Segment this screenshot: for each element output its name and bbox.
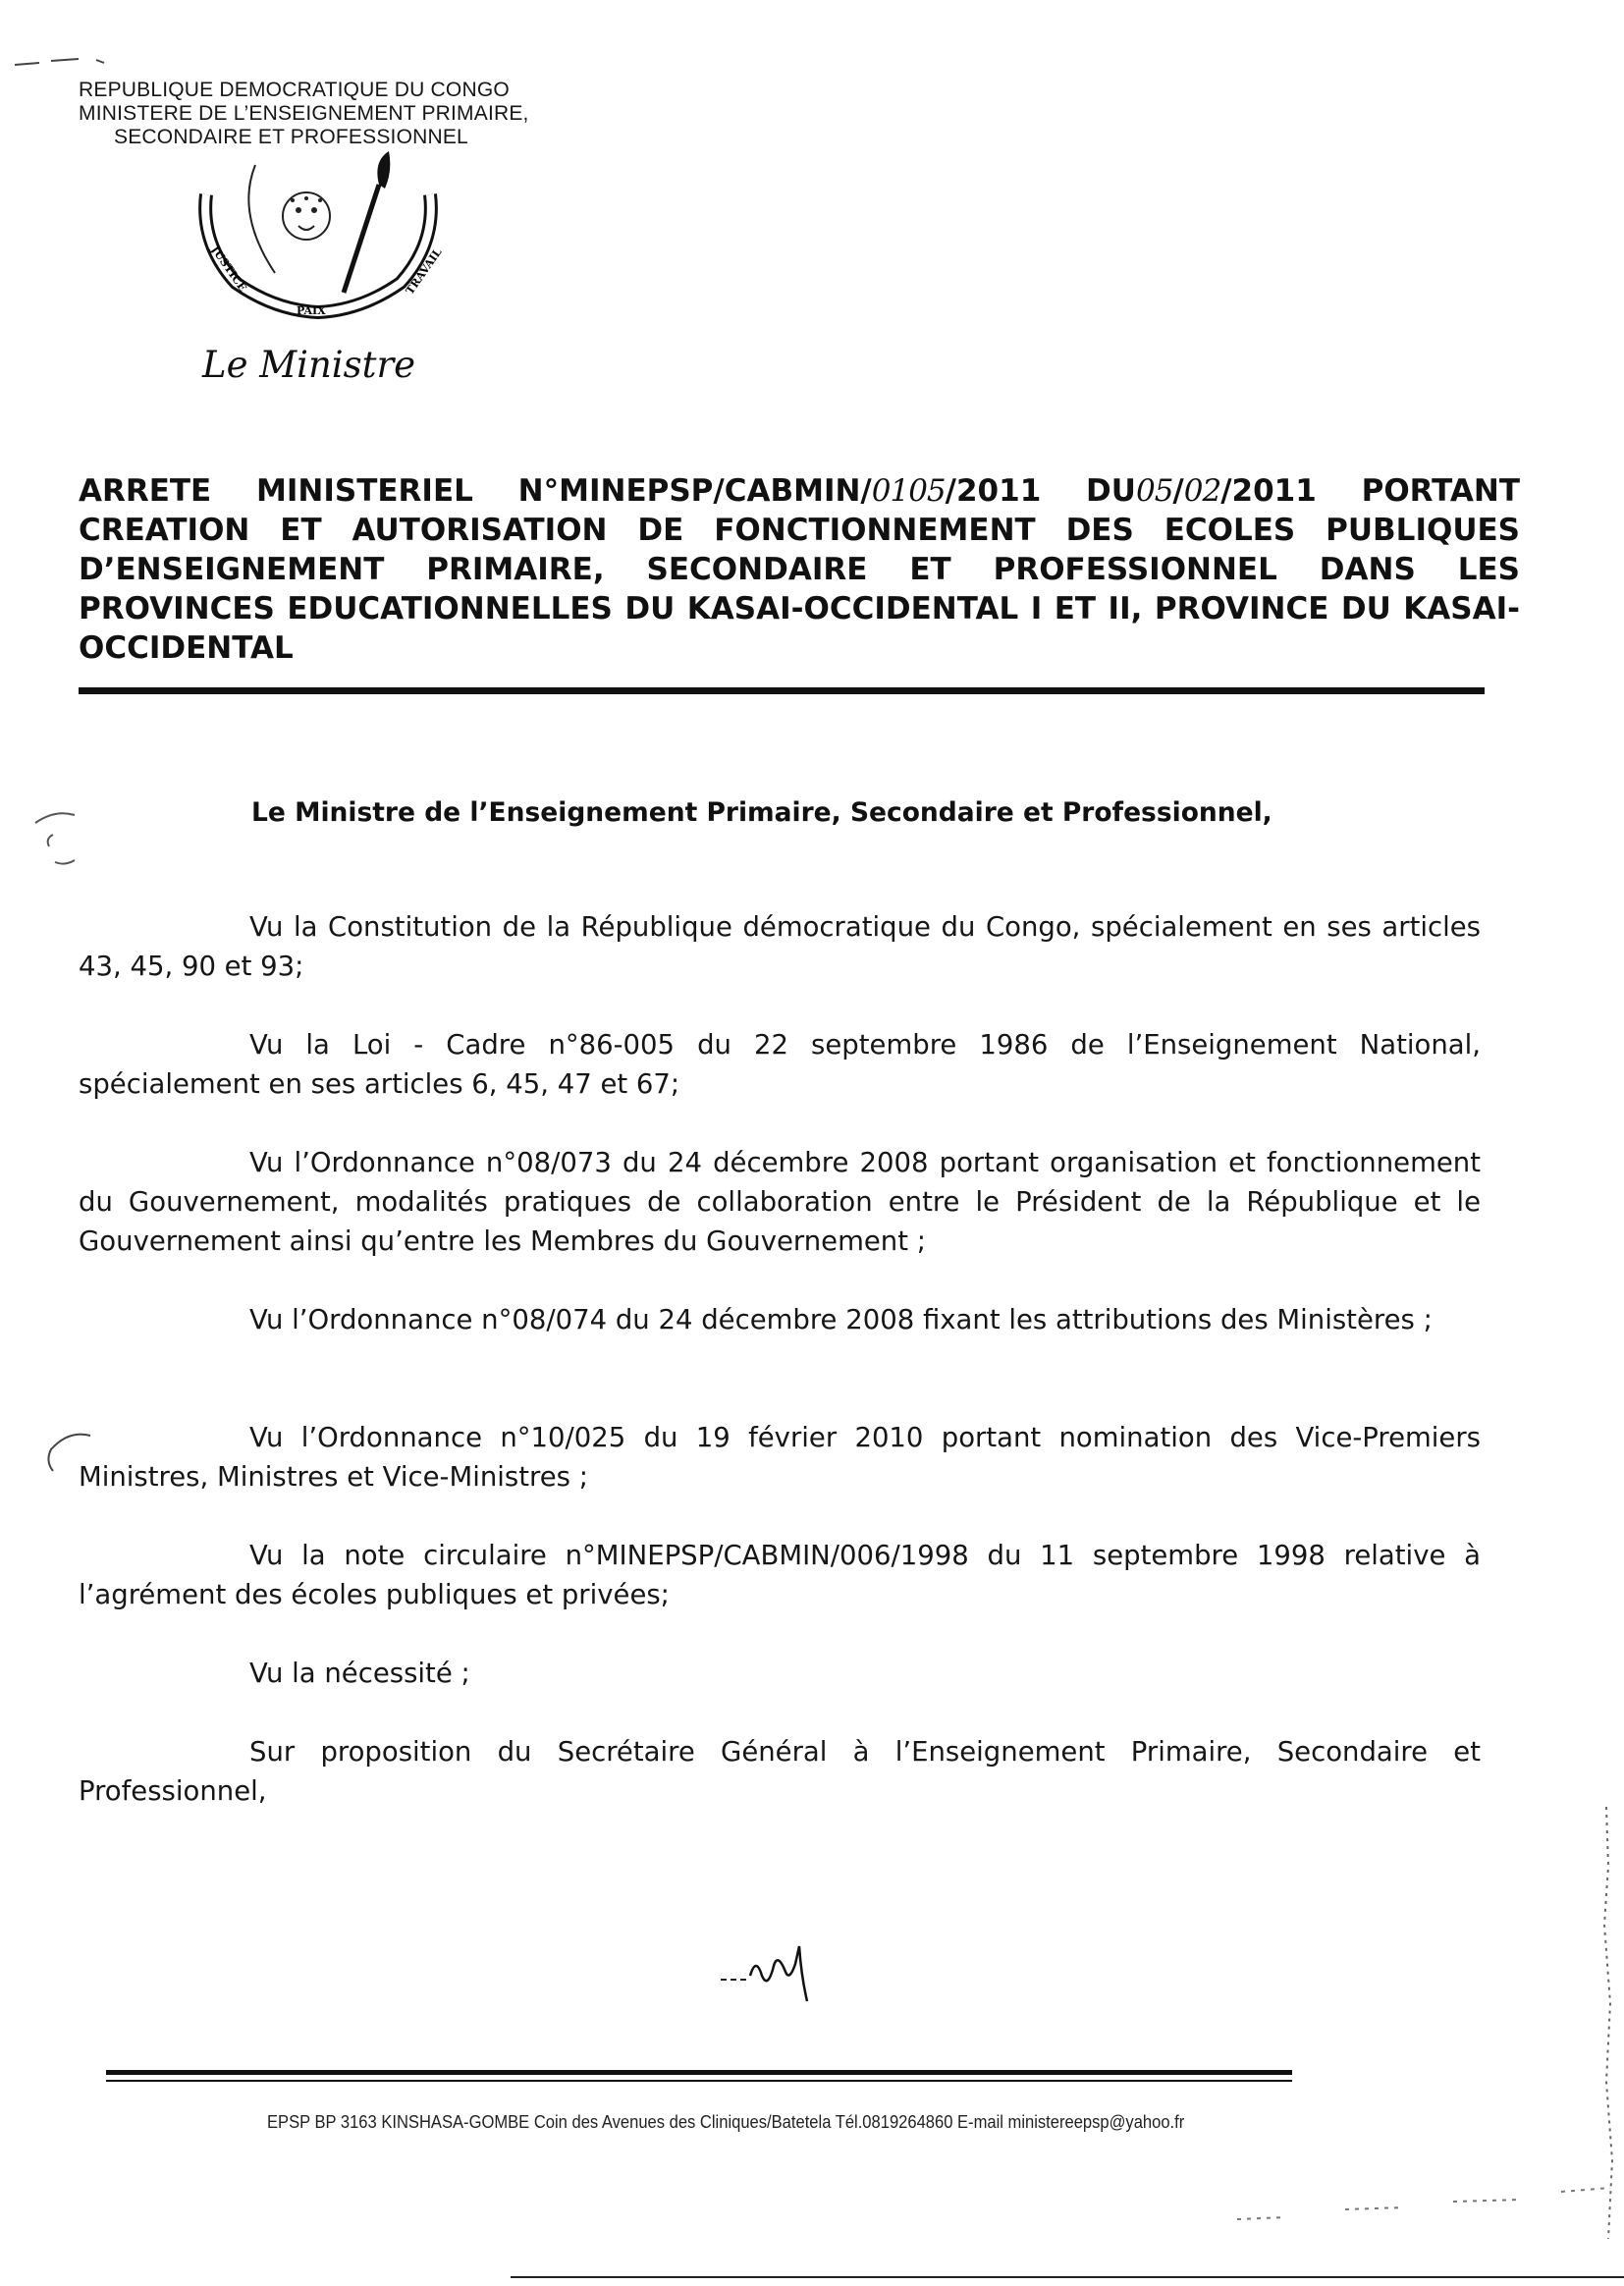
title-part3: / bbox=[1172, 473, 1184, 509]
coat-of-arms-emblem bbox=[196, 155, 445, 332]
handwritten-initials bbox=[717, 1936, 825, 2005]
scan-mark-right-edge bbox=[1598, 1807, 1624, 2239]
footer-rule-thin bbox=[106, 2080, 1292, 2082]
scan-mark-left-1 bbox=[26, 805, 84, 874]
title-part4: /2011 PORTANT CREATION ET AUTORISATION DE FONCTIONNEMENT DES ECOLES PUBLIQUES D’ENSEIGNEMENT PRIMAIRE, SECONDAIRE ET PROFESSIONNEL DANS LES PROVINCES EDUCATIONNELLES DU KASAI-OCCIDENTAL I ET II, PROVINCE DU KASAI-OCCIDENTAL bbox=[79, 473, 1520, 666]
ministry-name-line2: SECONDAIRE ET PROFESSIONNEL bbox=[114, 126, 468, 148]
footer-rule-thick bbox=[106, 2070, 1292, 2075]
decree-number-handwritten: 0105 bbox=[871, 473, 946, 509]
minister-signature-title: Le Ministre bbox=[202, 344, 416, 386]
title-rule bbox=[79, 687, 1485, 694]
considerant-ordonnance-10-025: Vu l’Ordonnance n°10/025 du 19 février 2010 portant nomination des Vice-Premiers Ministres, Ministres et Vice-Ministres ; bbox=[79, 1422, 1481, 1493]
emblem-word-travail: TRAVAIL bbox=[403, 245, 445, 298]
considerant-loi-cadre: Vu la Loi - Cadre n°86-005 du 22 septembre 1986 de l’Enseignement National, spécialement en ses articles 6, 45, 47 et 67; bbox=[79, 1029, 1481, 1100]
scan-mark-bottom bbox=[1227, 2180, 1620, 2239]
republic-name: REPUBLIQUE DEMOCRATIQUE DU CONGO bbox=[79, 79, 510, 101]
considerant-ordonnance-08-074: Vu l’Ordonnance n°08/074 du 24 décembre 2008 fixant les attributions des Ministères ; bbox=[249, 1304, 1433, 1335]
emblem-word-paix: PAIX bbox=[297, 304, 326, 317]
bottom-scan-line bbox=[511, 2276, 1624, 2278]
considerant-ordonnance-08-073: Vu l’Ordonnance n°08/073 du 24 décembre 2008 portant organisation et fonctionnement du Gouvernement, modalités pratiques de collaboration entre le Président de la République et le Gouvernement ainsi qu’entre les Membres du Gouvernement ; bbox=[79, 1147, 1481, 1257]
emblem-word-justice: JUSTICE bbox=[208, 244, 249, 295]
minister-heading: Le Ministre de l’Enseignement Primaire, Secondaire et Professionnel, bbox=[251, 797, 1272, 828]
scan-mark-top-left bbox=[10, 51, 118, 71]
considerant-note-circulaire: Vu la note circulaire n°MINEPSP/CABMIN/006/1998 du 11 septembre 1998 relative à l’agrément des écoles publiques et privées; bbox=[79, 1540, 1481, 1610]
ministry-name-line1: MINISTERE DE L’ENSEIGNEMENT PRIMAIRE, bbox=[79, 102, 529, 125]
considerant-necessite: Vu la nécessité ; bbox=[249, 1658, 470, 1689]
decree-month-handwritten: 02 bbox=[1183, 473, 1221, 509]
considerant-constitution: Vu la Constitution de la République démocratique du Congo, spécialement en ses articles 43, 45, 90 et 93; bbox=[79, 911, 1481, 982]
decree-day-handwritten: 05 bbox=[1135, 473, 1173, 509]
sur-proposition: Sur proposition du Secrétaire Général à l’Enseignement Primaire, Secondaire et Professionnel, bbox=[79, 1736, 1481, 1807]
title-part2: /2011 DU bbox=[945, 473, 1136, 509]
title-part1: ARRETE MINISTERIEL N°MINEPSP/CABMIN/ bbox=[79, 473, 872, 509]
footer-contact: EPSP BP 3163 KINSHASA-GOMBE Coin des Avenues des Cliniques/Batetela Tél.0819264860 E-mail ministereepsp@yahoo.fr bbox=[267, 2112, 1185, 2132]
decree-title bbox=[79, 471, 1520, 668]
